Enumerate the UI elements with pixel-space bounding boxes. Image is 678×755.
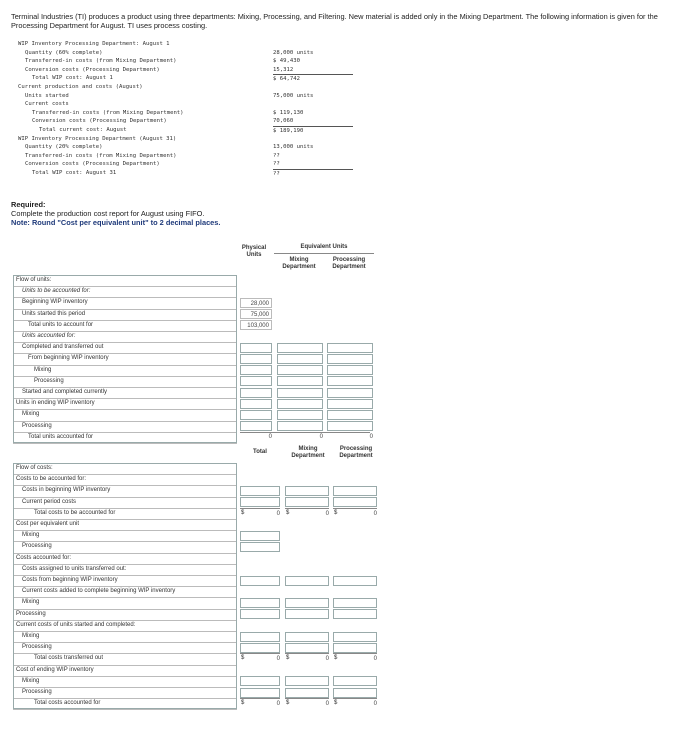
- cost-row-label: Costs to be accounted for:: [16, 476, 87, 483]
- eu-processing-input[interactable]: [327, 365, 373, 375]
- cost-mixing-sum: 0: [285, 653, 329, 664]
- cost-mixing-input[interactable]: [285, 609, 329, 619]
- cost-row-label: Costs in beginning WIP inventory: [22, 487, 111, 494]
- cost-row-label: Processing: [22, 644, 52, 651]
- eu-processing-input[interactable]: [327, 421, 373, 431]
- eu-mixing-input[interactable]: [277, 388, 323, 398]
- eu-mixing-input[interactable]: [277, 410, 323, 420]
- cost-row-label: Processing: [16, 610, 46, 617]
- cost-row-label: Costs from beginning WIP inventory: [22, 577, 118, 583]
- required-heading: Required:: [11, 200, 46, 209]
- cost-mixing-sum-currency: $: [286, 509, 290, 516]
- physical-units-input[interactable]: [240, 343, 272, 353]
- cost-row-label: Total costs accounted for: [34, 700, 101, 707]
- given-value: 70,060: [273, 118, 294, 125]
- cost-total-input[interactable]: [240, 486, 280, 496]
- intro-text: Terminal Industries (TI) produces a product using three departments: Mixing, Processing, and Filtering. New material is added only in the Mixing Department. The following information is given for the Processing Department for August. TI uses process costing.: [11, 12, 658, 30]
- row-divider: [13, 443, 237, 444]
- physical-units-value: 75,000: [240, 309, 272, 319]
- given-row: [18, 126, 338, 134]
- cost-row-label: Current costs of units started and completed:: [16, 621, 136, 628]
- required-text: Complete the production cost report for August using FIFO.: [11, 209, 205, 218]
- given-row: [18, 92, 338, 100]
- units-row-label: Total units to account for: [28, 321, 94, 328]
- cost-row-label: Mixing: [22, 633, 40, 639]
- given-value: $ 64,742: [273, 74, 353, 83]
- cost-row-label: Flow of costs:: [16, 465, 53, 471]
- cost-mixing-sum-currency: $: [286, 700, 290, 707]
- eu-mixing-input[interactable]: [277, 421, 323, 431]
- eu-mixing-total: 0: [319, 433, 323, 440]
- cost-total-input[interactable]: [240, 542, 280, 552]
- cost-mixing-input[interactable]: [285, 497, 329, 507]
- cost-mixing-input[interactable]: [285, 643, 329, 653]
- eu-processing-input[interactable]: [327, 343, 373, 353]
- given-label: Conversion costs (Processing Department): [25, 161, 160, 168]
- units-row-label: Total units accounted for: [28, 433, 94, 440]
- cost-row-label: Cost of ending WIP inventory: [16, 666, 94, 673]
- given-label: Units started: [25, 92, 69, 99]
- given-value: 15,312: [273, 66, 294, 73]
- row-divider: [13, 709, 237, 710]
- eu-processing-input[interactable]: [327, 376, 373, 386]
- eu-mixing-input[interactable]: [277, 376, 323, 386]
- given-label: Transferred-in costs (from Mixing Department): [25, 152, 177, 159]
- given-row: [18, 152, 338, 160]
- cost-row-label: Mixing: [22, 677, 40, 684]
- given-value: 75,000 units: [273, 92, 314, 99]
- cost-processing-sum-currency: $: [334, 700, 338, 707]
- required-block: [11, 200, 220, 227]
- cost-row-label: Processing: [22, 543, 52, 550]
- physical-units-value: 28,000: [240, 298, 272, 308]
- cost-processing-header: Processing Department: [339, 446, 373, 459]
- cost-mixing-input[interactable]: [285, 632, 329, 642]
- given-row: [18, 57, 338, 65]
- cost-total-input[interactable]: [240, 609, 280, 619]
- given-label: Total WIP cost: August 1: [32, 75, 113, 82]
- given-label: Current production and costs (August): [18, 84, 143, 90]
- given-row: [18, 160, 338, 168]
- cost-total-input[interactable]: [240, 598, 280, 608]
- cost-row-label: Costs accounted for:: [16, 554, 72, 561]
- given-value: 28,000 units: [273, 49, 314, 56]
- eu-mixing-input[interactable]: [277, 365, 323, 375]
- given-label: WIP Inventory Processing Department: August 1: [18, 41, 170, 47]
- units-row-label: Units started this period: [22, 310, 86, 317]
- cost-processing-input[interactable]: [333, 486, 377, 496]
- given-value: ??: [273, 152, 280, 159]
- physical-units-input[interactable]: [240, 376, 272, 386]
- given-row: [18, 100, 338, 108]
- cost-total-input[interactable]: [240, 497, 280, 507]
- cost-row-label: Mixing: [22, 599, 40, 606]
- physical-units-input[interactable]: [240, 410, 272, 420]
- cost-total-input[interactable]: [240, 676, 280, 686]
- units-row-label: Processing: [34, 377, 64, 384]
- rounding-note: Note: Round "Cost per equivalent unit" to 2 decimal places.: [11, 218, 221, 227]
- cost-total-sum-currency: $: [241, 509, 245, 516]
- given-label: Current costs: [25, 101, 69, 108]
- given-label: Total WIP cost: August 31: [32, 170, 117, 176]
- units-row-label: Flow of units:: [16, 277, 52, 283]
- given-row: [18, 169, 338, 177]
- given-label: Conversion costs (Processing Department): [25, 66, 160, 73]
- equivalent-units-header: Equivalent Units: [300, 244, 348, 250]
- costs-table-border: [13, 463, 237, 709]
- given-label: WIP Inventory Processing Department (August 31): [18, 135, 177, 142]
- given-row: [18, 117, 338, 125]
- given-label: Transferred-in costs (from Mixing Department): [32, 109, 184, 116]
- cost-row-label: Processing: [22, 689, 52, 695]
- cost-mixing-input[interactable]: [285, 576, 329, 586]
- cost-total-sum-currency: $: [241, 700, 245, 707]
- eu-processing-input[interactable]: [327, 399, 373, 409]
- physical-units-input[interactable]: [240, 388, 272, 398]
- given-row: [18, 143, 338, 151]
- units-row-label: Started and completed currently: [22, 389, 108, 395]
- cost-processing-input[interactable]: [333, 497, 377, 507]
- eu-mixing-input[interactable]: [277, 399, 323, 409]
- cost-total-input[interactable]: [240, 688, 280, 698]
- physical-units-total: 0: [268, 434, 272, 441]
- cost-processing-input[interactable]: [333, 676, 377, 686]
- given-value: ??: [273, 169, 353, 178]
- cost-row-label: Total costs to be accounted for: [34, 509, 116, 516]
- cost-row-label: Mixing: [22, 532, 40, 539]
- given-row: [18, 109, 338, 117]
- cost-mixing-input[interactable]: [285, 688, 329, 698]
- cost-total-header: Total: [253, 449, 267, 455]
- units-row-label: From beginning WIP inventory: [28, 355, 109, 362]
- cost-total-input[interactable]: [240, 576, 280, 586]
- units-row-label: Beginning WIP inventory: [22, 299, 88, 306]
- given-label: Transferred-in costs (from Mixing Department): [25, 58, 177, 65]
- physical-units-header: Physical Units: [241, 245, 267, 258]
- cost-mixing-input[interactable]: [285, 486, 329, 496]
- units-row-label: Units to be accounted for:: [22, 288, 91, 295]
- given-value: $ 189,190: [273, 126, 353, 135]
- cost-processing-sum: 0: [333, 508, 377, 519]
- cost-mixing-header: Mixing Department: [291, 446, 325, 459]
- cost-total-input[interactable]: [240, 531, 280, 541]
- cost-row-label: Current period costs: [22, 498, 77, 505]
- given-label: Conversion costs (Processing Department): [32, 118, 167, 125]
- given-value: $ 119,130: [273, 109, 304, 116]
- cost-processing-sum-currency: $: [334, 655, 338, 662]
- cost-processing-input[interactable]: [333, 643, 377, 653]
- cost-total-input[interactable]: [240, 643, 280, 653]
- cost-processing-input[interactable]: [333, 576, 377, 586]
- cost-total-input[interactable]: [240, 632, 280, 642]
- cost-processing-input[interactable]: [333, 598, 377, 608]
- physical-units-input[interactable]: [240, 365, 272, 375]
- eu-processing-input[interactable]: [327, 354, 373, 364]
- units-row-label: Units accounted for:: [22, 333, 76, 339]
- cost-processing-input[interactable]: [333, 632, 377, 642]
- units-row-label: Completed and transferred out: [22, 344, 104, 351]
- given-row: [18, 40, 338, 48]
- given-row: [18, 66, 338, 74]
- cost-total-sum: 0: [240, 698, 280, 709]
- given-label: Total current cost: August: [39, 127, 127, 133]
- units-row-label: Mixing: [22, 411, 40, 418]
- given-row: [18, 135, 338, 143]
- cost-processing-input[interactable]: [333, 609, 377, 619]
- eu-processing-header: Processing Department: [332, 257, 366, 270]
- cost-mixing-sum: 0: [285, 698, 329, 709]
- cost-mixing-input[interactable]: [285, 676, 329, 686]
- eu-mixing-input[interactable]: [277, 354, 323, 364]
- eu-mixing-input[interactable]: [277, 343, 323, 353]
- cost-row-label: Costs assigned to units transferred out:: [22, 565, 127, 572]
- given-label: Quantity (20% complete): [25, 144, 103, 151]
- cost-processing-input[interactable]: [333, 688, 377, 698]
- given-row: [18, 49, 338, 57]
- eu-processing-input[interactable]: [327, 410, 373, 420]
- physical-units-input[interactable]: [240, 354, 272, 364]
- given-value: 13,000 units: [273, 144, 314, 151]
- given-row: [18, 83, 338, 91]
- cost-total-sum-currency: $: [241, 655, 245, 662]
- cost-mixing-sum-currency: $: [286, 655, 290, 662]
- eu-mixing-header: Mixing Department: [282, 257, 316, 270]
- given-row: [18, 74, 338, 82]
- cost-mixing-sum: 0: [285, 508, 329, 519]
- given-label: Quantity (60% complete): [25, 49, 103, 56]
- cost-row-label: Cost per equivalent unit: [16, 521, 80, 527]
- physical-units-input[interactable]: [240, 399, 272, 409]
- units-row-label: Processing: [22, 422, 52, 429]
- cost-processing-sum-currency: $: [334, 509, 338, 516]
- cost-row-label: Total costs transferred out: [34, 655, 104, 662]
- given-value: ??: [273, 161, 280, 168]
- cost-row-label: Current costs added to complete beginning WIP inventory: [22, 588, 176, 595]
- physical-units-input[interactable]: [240, 421, 272, 431]
- given-value: $ 49,430: [273, 58, 300, 65]
- cost-processing-sum: 0: [333, 653, 377, 664]
- eu-processing-input[interactable]: [327, 388, 373, 398]
- cost-total-sum: 0: [240, 508, 280, 519]
- total-rule: [240, 432, 370, 433]
- eu-processing-total: 0: [369, 433, 373, 440]
- cost-processing-sum: 0: [333, 698, 377, 709]
- units-row-label: Mixing: [34, 366, 52, 373]
- units-table-border: [13, 275, 237, 443]
- cost-total-sum: 0: [240, 653, 280, 664]
- physical-units-value: 103,000: [240, 320, 272, 330]
- cost-mixing-input[interactable]: [285, 598, 329, 608]
- units-row-label: Units in ending WIP inventory: [16, 400, 95, 407]
